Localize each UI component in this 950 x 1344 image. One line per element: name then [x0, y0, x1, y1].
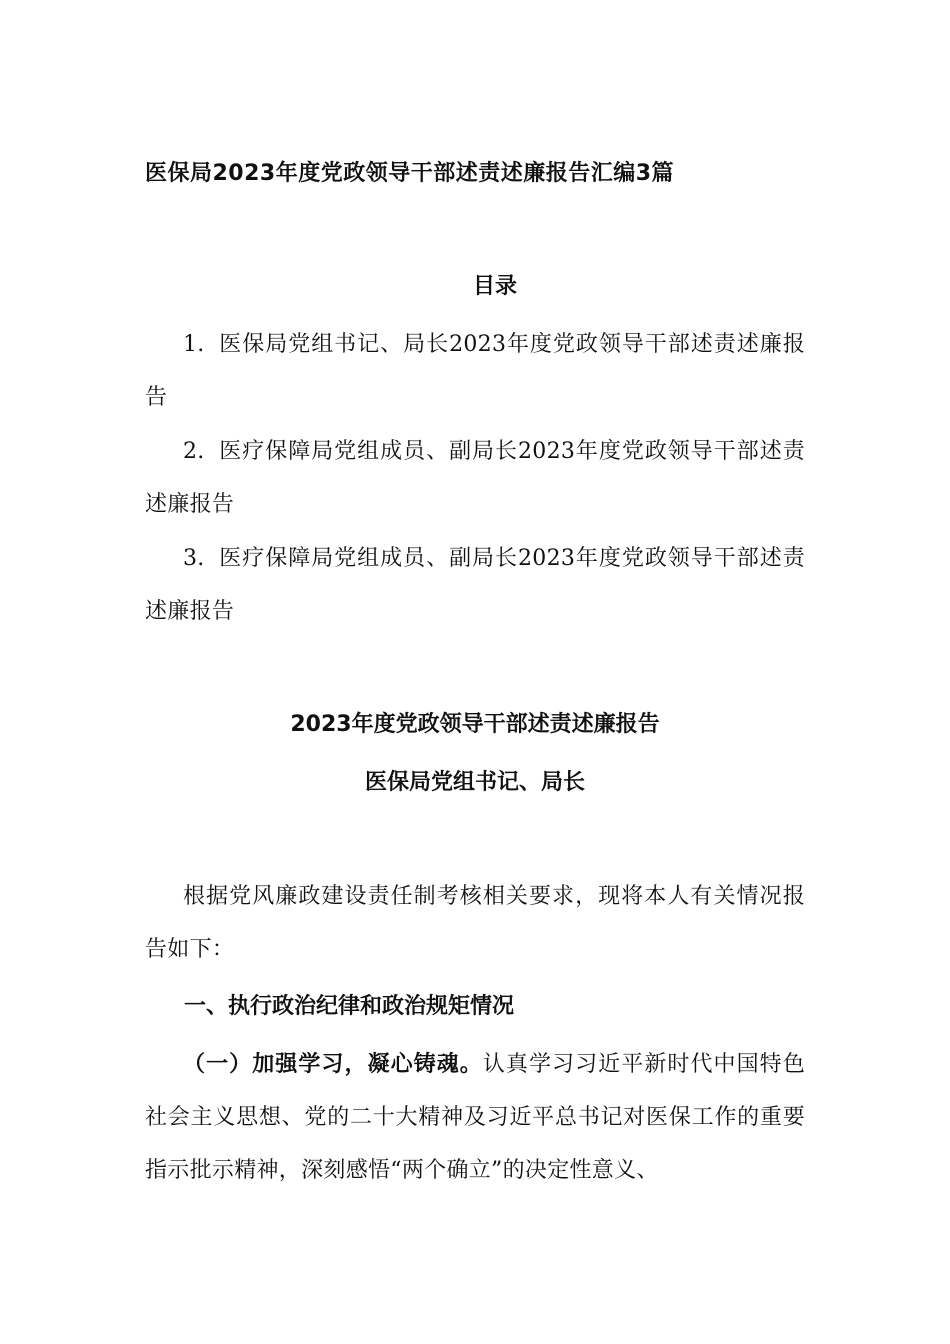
toc-item-number: 3. — [183, 546, 205, 571]
report-title: 2023年度党政领导干部述责述廉报告 — [290, 712, 660, 737]
paragraph-lead: （一）加强学习，凝心铸魂。 — [183, 1052, 483, 1077]
toc-item-number: 1. — [183, 332, 205, 357]
section-heading: 一、执行政治纪律和政治规矩情况 — [184, 994, 515, 1019]
toc-item-text: 医疗保障局党组成员、副局长2023年度党政领导干部述责述廉报告 — [145, 439, 805, 517]
toc-item-1 — [145, 318, 805, 424]
paragraph-body: 认真学习习近平新时代中国特色社会主义思想、党的二十大精神及习近平总书记对医保工作的重要指示批示精神，深刻感悟“两个确立”的决定性意义、 — [145, 1052, 806, 1183]
toc-item-2 — [145, 425, 805, 531]
toc-item-text: 医保局党组书记、局长2023年度党政领导干部述责述廉报告 — [145, 332, 805, 410]
intro-paragraph: 根据党风廉政建设责任制考核相关要求，现将本人有关情况报告如下： — [145, 884, 805, 962]
body-paragraph — [145, 1038, 805, 1197]
toc-item-3 — [145, 532, 805, 638]
toc-heading: 目录 — [472, 274, 517, 299]
report-subtitle: 医保局党组书记、局长 — [364, 770, 585, 795]
document-title: 医保局2023年度党政领导干部述责述廉报告汇编3篇 — [145, 161, 675, 186]
toc-item-text: 医疗保障局党组成员、副局长2023年度党政领导干部述责述廉报告 — [145, 546, 805, 624]
toc-item-number: 2. — [183, 439, 205, 464]
